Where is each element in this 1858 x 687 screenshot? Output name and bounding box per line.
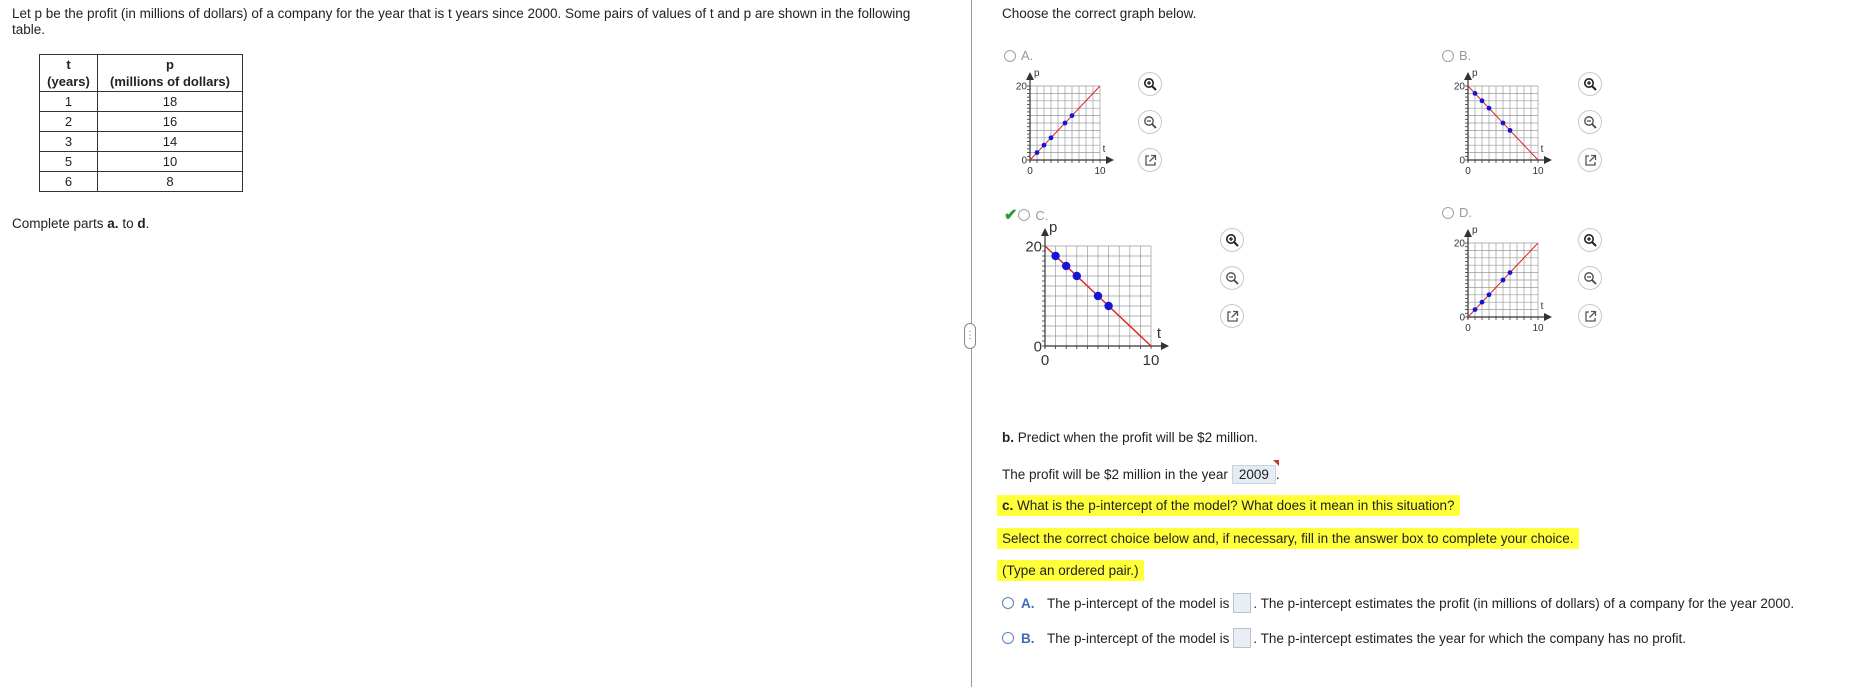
option-b[interactable]: B. [1442,48,1471,63]
incorrect-flag-icon [1273,460,1279,466]
right-pane [972,0,1858,687]
graph-option-a[interactable] [1008,68,1120,190]
x-axis-label: t [1156,325,1162,342]
option-a[interactable]: A. [1004,48,1033,63]
data-point [1487,106,1492,111]
x-axis-arrow [1106,156,1114,164]
x-axis-arrow [1544,156,1552,164]
table-row: 6 8 [40,172,243,192]
part-c-question: c. What is the p-intercept of the model? What does it mean in this situation? [997,498,1460,513]
external-link-icon [1144,154,1157,167]
problem-intro: Let p be the profit (in millions of dollars) of a company for the year that is t years since 2000. Some pairs of values of t and p are shown in the following table. [12,6,911,37]
part-c-choice-b-radio[interactable] [1002,632,1014,644]
y-axis-label: p [1049,219,1058,236]
option-d-radio[interactable] [1442,207,1454,219]
option-c[interactable]: ✔ C. [1004,207,1049,224]
zoom-in-button-c[interactable] [1220,228,1244,252]
zoom-in-button-d[interactable] [1578,228,1602,252]
y-axis-label: p [1034,68,1040,79]
data-point [1508,270,1513,275]
x-zero-label: 0 [1040,352,1050,369]
external-link-icon [1584,310,1597,323]
y-axis-arrow [1464,229,1472,237]
header-t: t (years) [40,55,98,92]
data-point [1042,143,1047,148]
zoom-in-icon [1143,77,1157,91]
choose-graph-prompt: Choose the correct graph below. [1002,6,1197,21]
data-point [1473,307,1478,312]
graph-option-c[interactable] [1012,219,1182,408]
data-point [1501,278,1506,283]
data-point [1051,252,1059,260]
zoom-in-icon [1583,233,1597,247]
y-axis-label: p [1472,225,1478,236]
x-axis-arrow [1544,313,1552,321]
x-zero-label: 0 [1465,323,1471,334]
x-axis-label: t [1540,301,1544,312]
table-row: 1 18 [40,92,243,112]
x-axis-label: t [1102,144,1106,155]
data-point [1501,121,1506,126]
data-point [1062,262,1070,270]
y-axis-label: p [1472,68,1478,79]
zoom-in-icon [1583,77,1597,91]
part-c-hint: (Type an ordered pair.) [997,563,1144,578]
x-tick-label: 10 [1142,352,1160,369]
zoom-in-button-a[interactable] [1138,72,1162,96]
data-point [1480,300,1485,305]
part-c-choice-b[interactable]: B. The p-intercept of the model is . The p-intercept estimates the year for which the company has no profit. [1002,628,1686,648]
x-axis-arrow [1161,342,1169,350]
y-axis-arrow [1041,228,1049,236]
option-d[interactable]: D. [1442,205,1472,220]
part-c-choice-a[interactable]: A. The p-intercept of the model is . The p-intercept estimates the profit (in millions of dollars) of a company for the year 2000. [1002,593,1794,613]
grip-dots-icon: ⋮ [965,330,975,341]
table-row: 2 16 [40,112,243,132]
checkmark-icon: ✔ [1004,207,1018,224]
popout-button-d[interactable] [1578,304,1602,328]
x-tick-label: 10 [1532,166,1544,177]
x-axis-label: t [1540,144,1544,155]
zoom-out-icon [1583,271,1597,285]
part-c-instruction: Select the correct choice below and, if necessary, fill in the answer box to complete your choice. [997,531,1579,546]
zoom-out-icon [1143,115,1157,129]
data-point [1035,150,1040,155]
zoom-out-button-d[interactable] [1578,266,1602,290]
graph-option-b[interactable] [1446,68,1558,190]
data-point [1487,292,1492,297]
zoom-out-icon [1225,271,1239,285]
y-tick-label: 20 [1025,238,1042,256]
external-link-icon [1584,154,1597,167]
data-point [1070,113,1075,118]
data-point [1094,292,1102,300]
data-point [1104,302,1112,310]
part-c-choice-a-radio[interactable] [1002,597,1014,609]
data-point [1063,121,1068,126]
popout-button-a[interactable] [1138,148,1162,172]
table-row: 3 14 [40,132,243,152]
header-p: p (millions of dollars) [98,55,243,92]
data-point [1049,135,1054,140]
part-c-choice-b-input[interactable] [1233,628,1251,648]
option-b-radio[interactable] [1442,50,1454,62]
option-a-radio[interactable] [1004,50,1016,62]
data-table [39,54,243,192]
x-tick-label: 10 [1094,166,1106,177]
y-zero-label: 0 [1459,312,1465,324]
popout-button-b[interactable] [1578,148,1602,172]
zoom-out-button-a[interactable] [1138,110,1162,134]
y-axis-arrow [1026,72,1034,80]
y-zero-label: 0 [1033,338,1042,356]
zoom-in-icon [1225,233,1239,247]
popout-button-c[interactable] [1220,304,1244,328]
external-link-icon [1226,310,1239,323]
table-row: 5 10 [40,152,243,172]
part-c-choice-a-input[interactable] [1233,593,1251,613]
data-point [1480,98,1485,103]
zoom-out-button-c[interactable] [1220,266,1244,290]
y-tick-label: 20 [1453,81,1465,93]
graph-option-d[interactable] [1446,225,1558,347]
data-point [1473,91,1478,96]
zoom-in-button-b[interactable] [1578,72,1602,96]
y-tick-label: 20 [1015,81,1027,93]
zoom-out-button-b[interactable] [1578,110,1602,134]
x-zero-label: 0 [1465,166,1471,177]
x-tick-label: 10 [1532,323,1544,334]
y-zero-label: 0 [1459,155,1465,167]
part-b-question: b. Predict when the profit will be $2 million. [1002,430,1258,445]
part-b-answer-line: The profit will be $2 million in the year 2009 . [1002,465,1280,484]
y-zero-label: 0 [1021,155,1027,167]
data-point [1073,272,1081,280]
part-b-answer-box[interactable]: 2009 [1232,465,1276,484]
complete-parts-text: Complete parts a. to d. [12,216,150,231]
y-axis-arrow [1464,72,1472,80]
x-zero-label: 0 [1027,166,1033,177]
option-c-radio[interactable] [1018,209,1030,221]
zoom-out-icon [1583,115,1597,129]
data-point [1508,128,1513,133]
y-tick-label: 20 [1453,238,1465,250]
